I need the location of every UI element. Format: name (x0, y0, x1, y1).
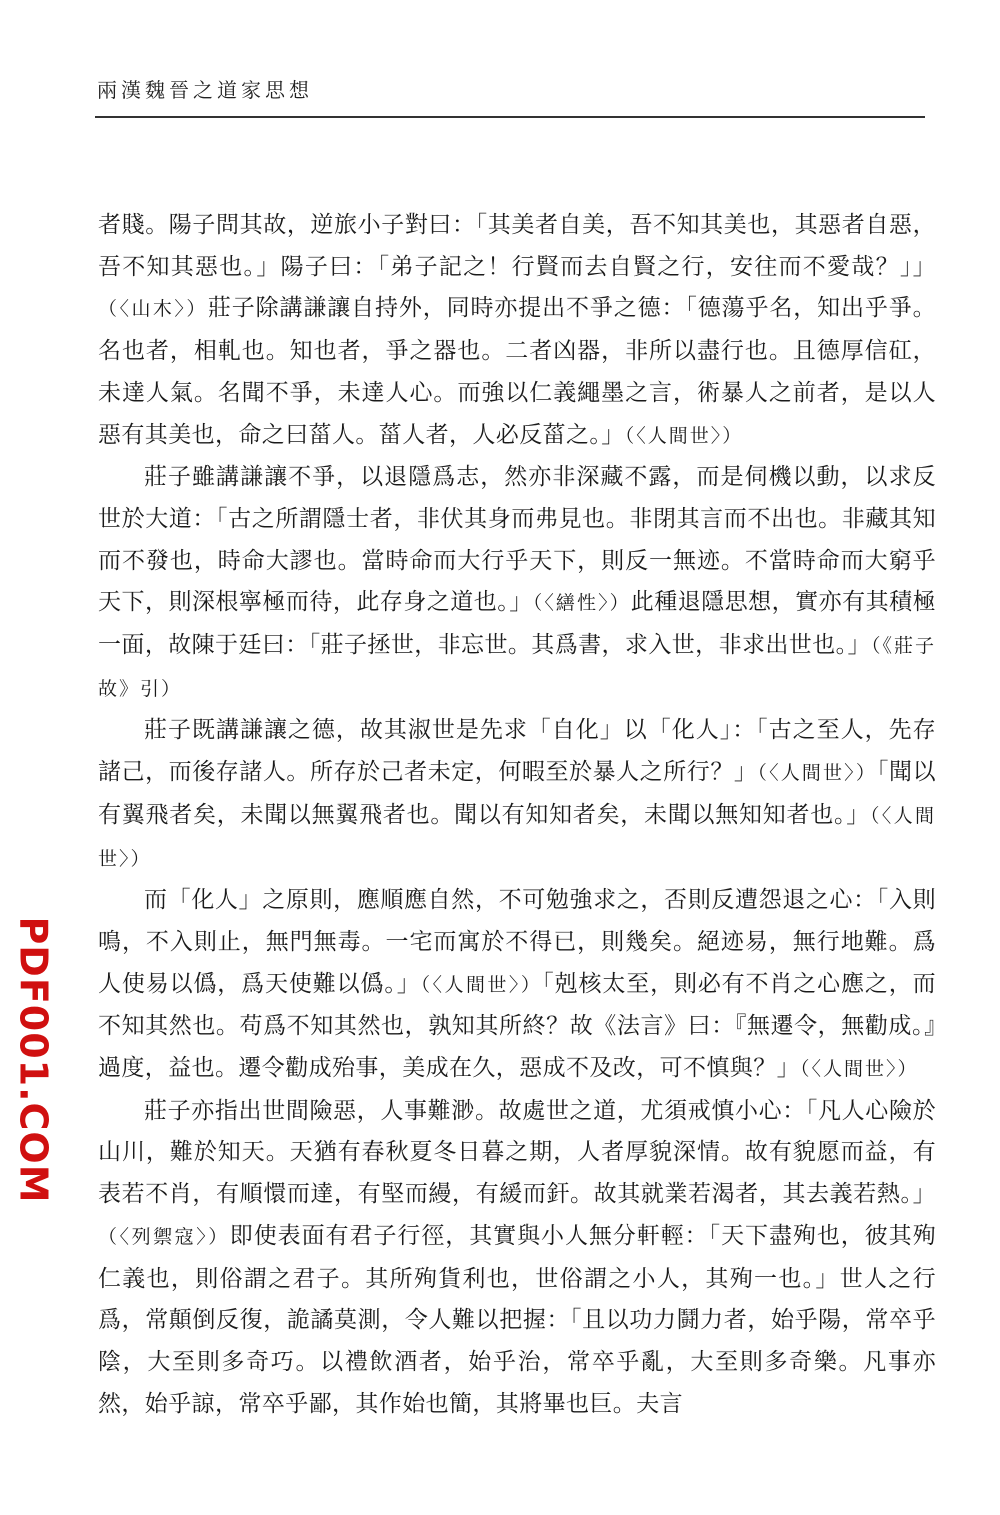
paragraph-text: 莊子除講謙讓自持外，同時亦提出不爭之德：「德蕩乎名，知出乎爭。名也者，相軋也。知也者，爭之器也。二者凶器，非所以盡行也。且德厚信矼，未達人氣。名聞不爭，未達人心。而強以仁義繩墨之言，術暴人之前者，是以人惡有其美也，命之曰菑人。菑人者，人必反菑之。」 (98, 295, 936, 448)
citation: （〈人間世〉） (800, 1058, 919, 1081)
paragraph-text: 者賤。陽子問其故，逆旅小子對曰：「其美者自美，吾不知其美也，其惡者自惡，吾不知其惡也。」陽子曰：「弟子記之！行賢而去自賢之行，安往而不愛哉？」」 (98, 212, 936, 280)
paragraph-text: 莊子既講謙讓之德，故其淑世是先求「自化」以「化人」：「古之至人，先存諸己，而後存諸人。所存於己者未定，何暇至於暴人之所行？」 (98, 717, 936, 786)
citation: （〈繕性〉） (532, 592, 631, 615)
paragraph (98, 457, 936, 710)
citation: （〈人間世〉） (624, 424, 744, 447)
paragraph-text: 此種退隱思想，實亦有其積極一面，故陳于廷曰：「莊子拯世，非忘世。其爲書，求入世，非求出世也。」 (98, 589, 936, 659)
paragraph-text: 「聞以有翼飛者矣，未聞以無翼飛者也。聞以有知知者矣，未聞以無知知者也。」 (98, 759, 936, 828)
paragraph-text: 莊子雖講謙讓不爭，以退隱爲志，然亦非深藏不露，而是伺機以動，以求反世於大道：「古之所謂隱士者，非伏其身而弗見也。非閉其言而不出也。非藏其知而不發也，時命大謬也。當時命而大行乎天下，則反一無迹。不當時命而大窮乎天下，則深根寧極而待，此存身之道也。」 (98, 464, 936, 616)
paragraph (98, 1091, 936, 1426)
body-text (98, 205, 936, 1425)
citation: （〈山木〉） (98, 298, 208, 321)
paragraph (98, 205, 936, 457)
paragraph-text: 而「化人」之原則，應順應自然，不可勉強求之，否則反遭怨退之心：「入則鳴，不入則止，無門無毒。一宅而寓於不得已，則幾矣。絕迹易，無行地難。爲人使易以僞，爲天使難以僞。」 (98, 887, 936, 997)
running-header: 兩漢魏晉之道家思想 (97, 78, 313, 102)
paragraph-text: 「剋核太至，則必有不肖之心應之，而不知其然也。苟爲不知其然也，孰知其所終？故《法言》曰：『無遷令，無勸成。』過度，益也。遷令勸成殆事，美成在久，惡成不及改，可不慎與？」 (98, 970, 936, 1082)
watermark-text: PDF001.COM (12, 916, 56, 1204)
paragraph-text: 莊子亦指出世間險惡，人事難渺。故處世之道，尤須戒慎小心：「凡人心險於山川，難於知天。天猶有春秋夏冬日暮之期，人者厚貌深情。故有貌愿而益，有表若不肖，有順懁而達，有堅而縵，有緩而釬。故其就業若渴者，其去義若熱。」 (98, 1097, 936, 1208)
paragraph-text: 即使表面有君子行徑，其實與小人無分軒輕：「天下盡殉也，彼其殉仁義也，則俗謂之君子。其所殉貨利也，世俗謂之小人，其殉一也。」世人之行爲，常顛倒反復，詭譎莫測，令人難以把握：「且以功力鬪力者，始乎陽，常卒乎陰，大至則多奇巧。以禮飲酒者，始乎治，常卒乎亂，大至則多奇樂。凡事亦然，始乎諒，常卒乎鄙，其作始也簡，其將畢也巨。夫言 (98, 1222, 936, 1417)
citation: （〈人間世〉） (757, 762, 877, 785)
watermark (12, 916, 56, 1204)
citation: （〈列禦寇〉） (98, 1225, 230, 1248)
paragraph (98, 880, 936, 1091)
citation: （〈人間世〉） (98, 804, 936, 870)
paragraph (98, 710, 936, 880)
citation: （《莊子故》引） (98, 635, 936, 700)
header-rule (95, 116, 925, 118)
citation: （〈人間世〉） (420, 973, 543, 996)
